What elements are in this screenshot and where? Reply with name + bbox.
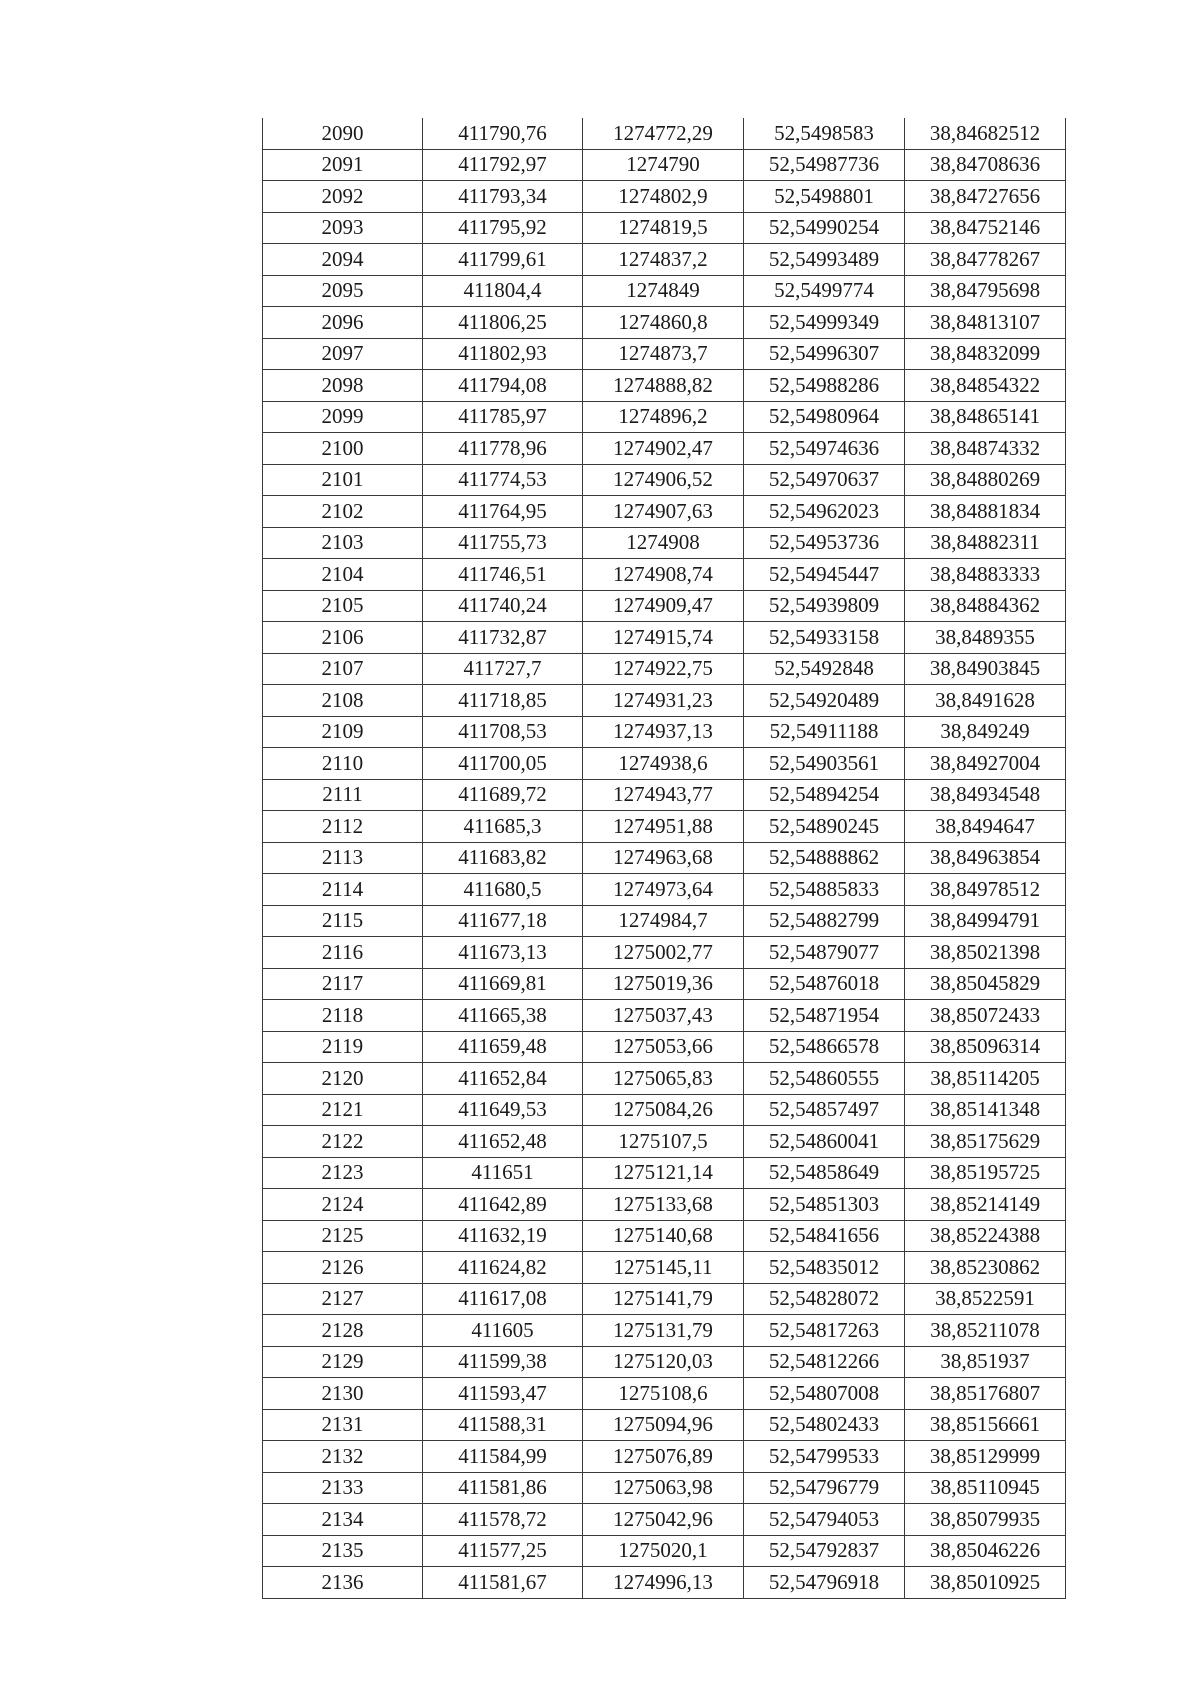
x-coordinate-cell: 411659,48 xyxy=(423,1031,583,1063)
longitude-cell: 38,85211078 xyxy=(905,1315,1066,1347)
point-number-cell: 2117 xyxy=(263,968,423,1000)
point-number-cell: 2116 xyxy=(263,937,423,969)
latitude-cell: 52,54888862 xyxy=(744,842,905,874)
x-coordinate-cell: 411651 xyxy=(423,1157,583,1189)
table-row xyxy=(263,527,1066,559)
longitude-cell: 38,84682512 xyxy=(905,118,1066,149)
point-number-cell: 2092 xyxy=(263,181,423,213)
point-number-cell: 2131 xyxy=(263,1409,423,1441)
y-coordinate-cell: 1274908,74 xyxy=(583,559,744,591)
point-number-cell: 2113 xyxy=(263,842,423,874)
y-coordinate-cell: 1275037,43 xyxy=(583,1000,744,1032)
longitude-cell: 38,85224388 xyxy=(905,1220,1066,1252)
x-coordinate-cell: 411732,87 xyxy=(423,622,583,654)
x-coordinate-cell: 411584,99 xyxy=(423,1441,583,1473)
x-coordinate-cell: 411685,3 xyxy=(423,811,583,843)
longitude-cell: 38,85046226 xyxy=(905,1535,1066,1567)
longitude-cell: 38,84882311 xyxy=(905,527,1066,559)
y-coordinate-cell: 1274860,8 xyxy=(583,307,744,339)
table-row xyxy=(263,716,1066,748)
y-coordinate-cell: 1274931,23 xyxy=(583,685,744,717)
y-coordinate-cell: 1275076,89 xyxy=(583,1441,744,1473)
latitude-cell: 52,54860041 xyxy=(744,1126,905,1158)
point-number-cell: 2121 xyxy=(263,1094,423,1126)
x-coordinate-cell: 411673,13 xyxy=(423,937,583,969)
x-coordinate-cell: 411795,92 xyxy=(423,212,583,244)
point-number-cell: 2103 xyxy=(263,527,423,559)
point-number-cell: 2120 xyxy=(263,1063,423,1095)
longitude-cell: 38,85114205 xyxy=(905,1063,1066,1095)
latitude-cell: 52,54841656 xyxy=(744,1220,905,1252)
longitude-cell: 38,85079935 xyxy=(905,1504,1066,1536)
y-coordinate-cell: 1275053,66 xyxy=(583,1031,744,1063)
latitude-cell: 52,54796779 xyxy=(744,1472,905,1504)
x-coordinate-cell: 411581,86 xyxy=(423,1472,583,1504)
table-row xyxy=(263,1000,1066,1032)
longitude-cell: 38,85021398 xyxy=(905,937,1066,969)
x-coordinate-cell: 411642,89 xyxy=(423,1189,583,1221)
latitude-cell: 52,54903561 xyxy=(744,748,905,780)
table-row xyxy=(263,338,1066,370)
latitude-cell: 52,54933158 xyxy=(744,622,905,654)
longitude-cell: 38,84865141 xyxy=(905,401,1066,433)
x-coordinate-cell: 411727,7 xyxy=(423,653,583,685)
y-coordinate-cell: 1275107,5 xyxy=(583,1126,744,1158)
point-number-cell: 2128 xyxy=(263,1315,423,1347)
y-coordinate-cell: 1275020,1 xyxy=(583,1535,744,1567)
x-coordinate-cell: 411680,5 xyxy=(423,874,583,906)
table-row xyxy=(263,559,1066,591)
latitude-cell: 52,54857497 xyxy=(744,1094,905,1126)
latitude-cell: 52,54817263 xyxy=(744,1315,905,1347)
table-row xyxy=(263,905,1066,937)
y-coordinate-cell: 1274819,5 xyxy=(583,212,744,244)
latitude-cell: 52,54879077 xyxy=(744,937,905,969)
table-row xyxy=(263,1535,1066,1567)
table-row xyxy=(263,433,1066,465)
x-coordinate-cell: 411806,25 xyxy=(423,307,583,339)
table-row xyxy=(263,212,1066,244)
point-number-cell: 2126 xyxy=(263,1252,423,1284)
latitude-cell: 52,5498583 xyxy=(744,118,905,149)
point-number-cell: 2090 xyxy=(263,118,423,149)
latitude-cell: 52,54993489 xyxy=(744,244,905,276)
table-row xyxy=(263,1504,1066,1536)
x-coordinate-cell: 411794,08 xyxy=(423,370,583,402)
point-number-cell: 2106 xyxy=(263,622,423,654)
longitude-cell: 38,84881834 xyxy=(905,496,1066,528)
longitude-cell: 38,85176807 xyxy=(905,1378,1066,1410)
point-number-cell: 2110 xyxy=(263,748,423,780)
x-coordinate-cell: 411593,47 xyxy=(423,1378,583,1410)
table-row xyxy=(263,244,1066,276)
x-coordinate-cell: 411799,61 xyxy=(423,244,583,276)
y-coordinate-cell: 1274907,63 xyxy=(583,496,744,528)
y-coordinate-cell: 1274849 xyxy=(583,275,744,307)
x-coordinate-cell: 411605 xyxy=(423,1315,583,1347)
table-row xyxy=(263,1189,1066,1221)
point-number-cell: 2127 xyxy=(263,1283,423,1315)
y-coordinate-cell: 1274938,6 xyxy=(583,748,744,780)
table-row xyxy=(263,275,1066,307)
latitude-cell: 52,54999349 xyxy=(744,307,905,339)
latitude-cell: 52,54802433 xyxy=(744,1409,905,1441)
latitude-cell: 52,5492848 xyxy=(744,653,905,685)
longitude-cell: 38,84778267 xyxy=(905,244,1066,276)
x-coordinate-cell: 411718,85 xyxy=(423,685,583,717)
point-number-cell: 2091 xyxy=(263,149,423,181)
latitude-cell: 52,5498801 xyxy=(744,181,905,213)
point-number-cell: 2135 xyxy=(263,1535,423,1567)
point-number-cell: 2111 xyxy=(263,779,423,811)
longitude-cell: 38,85129999 xyxy=(905,1441,1066,1473)
longitude-cell: 38,84934548 xyxy=(905,779,1066,811)
latitude-cell: 52,54996307 xyxy=(744,338,905,370)
latitude-cell: 52,54860555 xyxy=(744,1063,905,1095)
x-coordinate-cell: 411599,38 xyxy=(423,1346,583,1378)
longitude-cell: 38,84978512 xyxy=(905,874,1066,906)
y-coordinate-cell: 1275145,11 xyxy=(583,1252,744,1284)
latitude-cell: 52,54792837 xyxy=(744,1535,905,1567)
latitude-cell: 52,5499774 xyxy=(744,275,905,307)
latitude-cell: 52,54885833 xyxy=(744,874,905,906)
point-number-cell: 2094 xyxy=(263,244,423,276)
longitude-cell: 38,85110945 xyxy=(905,1472,1066,1504)
table-row xyxy=(263,181,1066,213)
x-coordinate-cell: 411790,76 xyxy=(423,118,583,149)
longitude-cell: 38,84813107 xyxy=(905,307,1066,339)
point-number-cell: 2136 xyxy=(263,1567,423,1599)
point-number-cell: 2097 xyxy=(263,338,423,370)
table-row xyxy=(263,401,1066,433)
latitude-cell: 52,54882799 xyxy=(744,905,905,937)
point-number-cell: 2105 xyxy=(263,590,423,622)
point-number-cell: 2098 xyxy=(263,370,423,402)
y-coordinate-cell: 1275084,26 xyxy=(583,1094,744,1126)
point-number-cell: 2109 xyxy=(263,716,423,748)
point-number-cell: 2118 xyxy=(263,1000,423,1032)
y-coordinate-cell: 1274984,7 xyxy=(583,905,744,937)
y-coordinate-cell: 1274937,13 xyxy=(583,716,744,748)
table-row xyxy=(263,590,1066,622)
y-coordinate-cell: 1275019,36 xyxy=(583,968,744,1000)
point-number-cell: 2122 xyxy=(263,1126,423,1158)
latitude-cell: 52,54953736 xyxy=(744,527,905,559)
y-coordinate-cell: 1274963,68 xyxy=(583,842,744,874)
x-coordinate-cell: 411746,51 xyxy=(423,559,583,591)
x-coordinate-cell: 411802,93 xyxy=(423,338,583,370)
longitude-cell: 38,85175629 xyxy=(905,1126,1066,1158)
point-number-cell: 2102 xyxy=(263,496,423,528)
longitude-cell: 38,8494647 xyxy=(905,811,1066,843)
x-coordinate-cell: 411665,38 xyxy=(423,1000,583,1032)
table-row xyxy=(263,370,1066,402)
longitude-cell: 38,84854322 xyxy=(905,370,1066,402)
x-coordinate-cell: 411581,67 xyxy=(423,1567,583,1599)
y-coordinate-cell: 1274888,82 xyxy=(583,370,744,402)
point-number-cell: 2114 xyxy=(263,874,423,906)
latitude-cell: 52,54876018 xyxy=(744,968,905,1000)
x-coordinate-cell: 411689,72 xyxy=(423,779,583,811)
table-row xyxy=(263,937,1066,969)
latitude-cell: 52,54828072 xyxy=(744,1283,905,1315)
x-coordinate-cell: 411632,19 xyxy=(423,1220,583,1252)
y-coordinate-cell: 1274922,75 xyxy=(583,653,744,685)
table-row xyxy=(263,1252,1066,1284)
longitude-cell: 38,8489355 xyxy=(905,622,1066,654)
longitude-cell: 38,85156661 xyxy=(905,1409,1066,1441)
longitude-cell: 38,85141348 xyxy=(905,1094,1066,1126)
coordinates-table xyxy=(262,118,1066,1599)
x-coordinate-cell: 411652,48 xyxy=(423,1126,583,1158)
latitude-cell: 52,54794053 xyxy=(744,1504,905,1536)
point-number-cell: 2123 xyxy=(263,1157,423,1189)
y-coordinate-cell: 1275094,96 xyxy=(583,1409,744,1441)
table-row xyxy=(263,842,1066,874)
y-coordinate-cell: 1274973,64 xyxy=(583,874,744,906)
y-coordinate-cell: 1274902,47 xyxy=(583,433,744,465)
y-coordinate-cell: 1274909,47 xyxy=(583,590,744,622)
y-coordinate-cell: 1275108,6 xyxy=(583,1378,744,1410)
y-coordinate-cell: 1274943,77 xyxy=(583,779,744,811)
y-coordinate-cell: 1275121,14 xyxy=(583,1157,744,1189)
table-row xyxy=(263,874,1066,906)
latitude-cell: 52,54866578 xyxy=(744,1031,905,1063)
y-coordinate-cell: 1274873,7 xyxy=(583,338,744,370)
y-coordinate-cell: 1274908 xyxy=(583,527,744,559)
point-number-cell: 2130 xyxy=(263,1378,423,1410)
y-coordinate-cell: 1275120,03 xyxy=(583,1346,744,1378)
latitude-cell: 52,54799533 xyxy=(744,1441,905,1473)
latitude-cell: 52,54988286 xyxy=(744,370,905,402)
x-coordinate-cell: 411778,96 xyxy=(423,433,583,465)
point-number-cell: 2129 xyxy=(263,1346,423,1378)
x-coordinate-cell: 411683,82 xyxy=(423,842,583,874)
longitude-cell: 38,85045829 xyxy=(905,968,1066,1000)
y-coordinate-cell: 1275133,68 xyxy=(583,1189,744,1221)
longitude-cell: 38,84874332 xyxy=(905,433,1066,465)
longitude-cell: 38,85072433 xyxy=(905,1000,1066,1032)
latitude-cell: 52,54796918 xyxy=(744,1567,905,1599)
longitude-cell: 38,84727656 xyxy=(905,181,1066,213)
table-row xyxy=(263,968,1066,1000)
x-coordinate-cell: 411740,24 xyxy=(423,590,583,622)
table-row xyxy=(263,149,1066,181)
longitude-cell: 38,8522591 xyxy=(905,1283,1066,1315)
x-coordinate-cell: 411649,53 xyxy=(423,1094,583,1126)
table-row xyxy=(263,811,1066,843)
y-coordinate-cell: 1275063,98 xyxy=(583,1472,744,1504)
longitude-cell: 38,84832099 xyxy=(905,338,1066,370)
y-coordinate-cell: 1275002,77 xyxy=(583,937,744,969)
longitude-cell: 38,85195725 xyxy=(905,1157,1066,1189)
table-row xyxy=(263,1283,1066,1315)
table-row xyxy=(263,653,1066,685)
table-row xyxy=(263,307,1066,339)
coordinates-table-container xyxy=(262,118,1065,1599)
x-coordinate-cell: 411578,72 xyxy=(423,1504,583,1536)
y-coordinate-cell: 1274772,29 xyxy=(583,118,744,149)
longitude-cell: 38,84708636 xyxy=(905,149,1066,181)
point-number-cell: 2124 xyxy=(263,1189,423,1221)
y-coordinate-cell: 1275042,96 xyxy=(583,1504,744,1536)
table-row xyxy=(263,1409,1066,1441)
longitude-cell: 38,85214149 xyxy=(905,1189,1066,1221)
y-coordinate-cell: 1274790 xyxy=(583,149,744,181)
x-coordinate-cell: 411774,53 xyxy=(423,464,583,496)
x-coordinate-cell: 411617,08 xyxy=(423,1283,583,1315)
x-coordinate-cell: 411755,73 xyxy=(423,527,583,559)
point-number-cell: 2134 xyxy=(263,1504,423,1536)
table-row xyxy=(263,622,1066,654)
longitude-cell: 38,84903845 xyxy=(905,653,1066,685)
x-coordinate-cell: 411700,05 xyxy=(423,748,583,780)
latitude-cell: 52,54920489 xyxy=(744,685,905,717)
table-row xyxy=(263,1094,1066,1126)
table-row xyxy=(263,496,1066,528)
longitude-cell: 38,849249 xyxy=(905,716,1066,748)
x-coordinate-cell: 411588,31 xyxy=(423,1409,583,1441)
y-coordinate-cell: 1275141,79 xyxy=(583,1283,744,1315)
longitude-cell: 38,84884362 xyxy=(905,590,1066,622)
table-row xyxy=(263,1315,1066,1347)
latitude-cell: 52,54945447 xyxy=(744,559,905,591)
y-coordinate-cell: 1275131,79 xyxy=(583,1315,744,1347)
longitude-cell: 38,84883333 xyxy=(905,559,1066,591)
y-coordinate-cell: 1275065,83 xyxy=(583,1063,744,1095)
point-number-cell: 2115 xyxy=(263,905,423,937)
point-number-cell: 2133 xyxy=(263,1472,423,1504)
y-coordinate-cell: 1274896,2 xyxy=(583,401,744,433)
table-row xyxy=(263,1220,1066,1252)
latitude-cell: 52,54858649 xyxy=(744,1157,905,1189)
point-number-cell: 2099 xyxy=(263,401,423,433)
table-row xyxy=(263,1157,1066,1189)
latitude-cell: 52,54894254 xyxy=(744,779,905,811)
latitude-cell: 52,54980964 xyxy=(744,401,905,433)
x-coordinate-cell: 411624,82 xyxy=(423,1252,583,1284)
longitude-cell: 38,84927004 xyxy=(905,748,1066,780)
x-coordinate-cell: 411577,25 xyxy=(423,1535,583,1567)
x-coordinate-cell: 411764,95 xyxy=(423,496,583,528)
latitude-cell: 52,54807008 xyxy=(744,1378,905,1410)
point-number-cell: 2119 xyxy=(263,1031,423,1063)
latitude-cell: 52,54890245 xyxy=(744,811,905,843)
longitude-cell: 38,85230862 xyxy=(905,1252,1066,1284)
longitude-cell: 38,84795698 xyxy=(905,275,1066,307)
longitude-cell: 38,85096314 xyxy=(905,1031,1066,1063)
latitude-cell: 52,54962023 xyxy=(744,496,905,528)
x-coordinate-cell: 411792,97 xyxy=(423,149,583,181)
y-coordinate-cell: 1275140,68 xyxy=(583,1220,744,1252)
longitude-cell: 38,8491628 xyxy=(905,685,1066,717)
longitude-cell: 38,84880269 xyxy=(905,464,1066,496)
point-number-cell: 2093 xyxy=(263,212,423,244)
table-row xyxy=(263,1031,1066,1063)
latitude-cell: 52,54851303 xyxy=(744,1189,905,1221)
table-row xyxy=(263,118,1066,149)
y-coordinate-cell: 1274996,13 xyxy=(583,1567,744,1599)
point-number-cell: 2101 xyxy=(263,464,423,496)
table-row xyxy=(263,685,1066,717)
y-coordinate-cell: 1274802,9 xyxy=(583,181,744,213)
point-number-cell: 2095 xyxy=(263,275,423,307)
table-row xyxy=(263,779,1066,811)
longitude-cell: 38,85010925 xyxy=(905,1567,1066,1599)
table-row xyxy=(263,748,1066,780)
latitude-cell: 52,54911188 xyxy=(744,716,905,748)
longitude-cell: 38,851937 xyxy=(905,1346,1066,1378)
point-number-cell: 2096 xyxy=(263,307,423,339)
table-row xyxy=(263,464,1066,496)
latitude-cell: 52,54939809 xyxy=(744,590,905,622)
latitude-cell: 52,54812266 xyxy=(744,1346,905,1378)
latitude-cell: 52,54835012 xyxy=(744,1252,905,1284)
x-coordinate-cell: 411804,4 xyxy=(423,275,583,307)
x-coordinate-cell: 411669,81 xyxy=(423,968,583,1000)
point-number-cell: 2100 xyxy=(263,433,423,465)
longitude-cell: 38,84752146 xyxy=(905,212,1066,244)
latitude-cell: 52,54974636 xyxy=(744,433,905,465)
y-coordinate-cell: 1274906,52 xyxy=(583,464,744,496)
x-coordinate-cell: 411708,53 xyxy=(423,716,583,748)
point-number-cell: 2132 xyxy=(263,1441,423,1473)
table-row xyxy=(263,1472,1066,1504)
x-coordinate-cell: 411793,34 xyxy=(423,181,583,213)
point-number-cell: 2104 xyxy=(263,559,423,591)
x-coordinate-cell: 411785,97 xyxy=(423,401,583,433)
table-row xyxy=(263,1063,1066,1095)
longitude-cell: 38,84963854 xyxy=(905,842,1066,874)
point-number-cell: 2125 xyxy=(263,1220,423,1252)
latitude-cell: 52,54987736 xyxy=(744,149,905,181)
y-coordinate-cell: 1274951,88 xyxy=(583,811,744,843)
point-number-cell: 2112 xyxy=(263,811,423,843)
x-coordinate-cell: 411677,18 xyxy=(423,905,583,937)
table-row xyxy=(263,1378,1066,1410)
latitude-cell: 52,54871954 xyxy=(744,1000,905,1032)
y-coordinate-cell: 1274837,2 xyxy=(583,244,744,276)
latitude-cell: 52,54970637 xyxy=(744,464,905,496)
table-row xyxy=(263,1126,1066,1158)
table-row xyxy=(263,1346,1066,1378)
longitude-cell: 38,84994791 xyxy=(905,905,1066,937)
table-row xyxy=(263,1567,1066,1599)
x-coordinate-cell: 411652,84 xyxy=(423,1063,583,1095)
table-body xyxy=(263,118,1066,1598)
point-number-cell: 2107 xyxy=(263,653,423,685)
y-coordinate-cell: 1274915,74 xyxy=(583,622,744,654)
table-row xyxy=(263,1441,1066,1473)
latitude-cell: 52,54990254 xyxy=(744,212,905,244)
point-number-cell: 2108 xyxy=(263,685,423,717)
